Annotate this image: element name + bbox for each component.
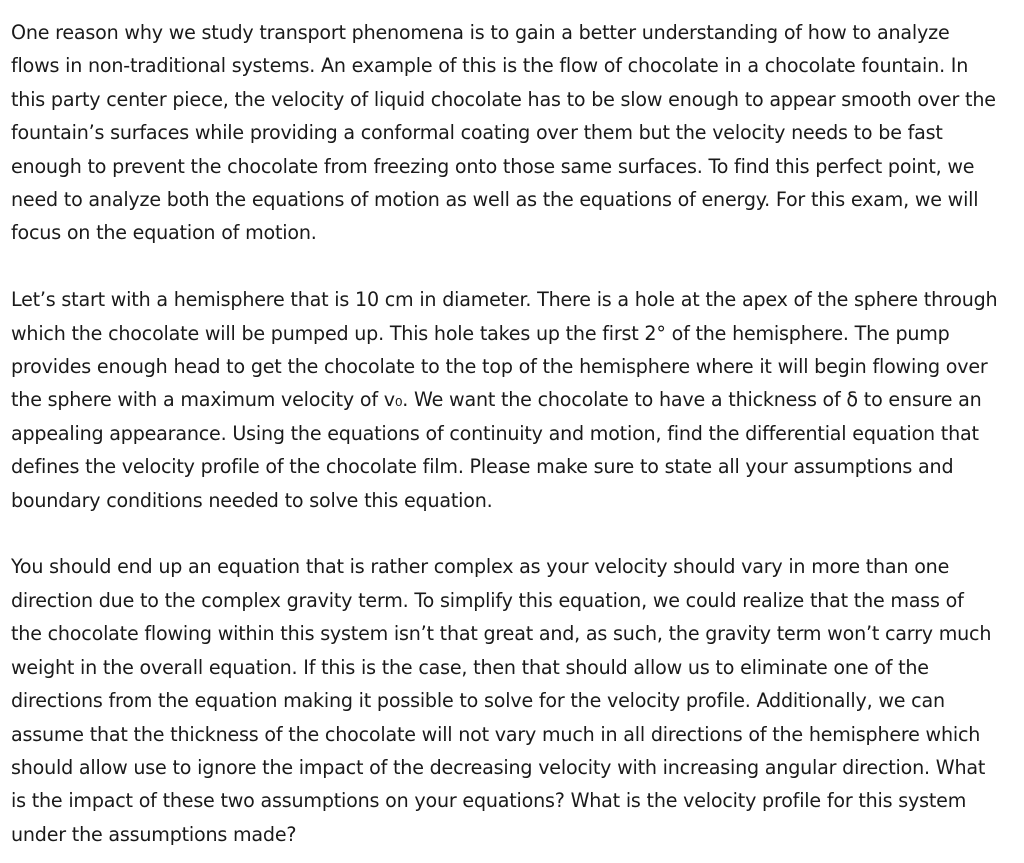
- text-line: focus on the equation of motion.: [11, 221, 317, 245]
- text-line: Let’s start with a hemisphere that is 10 cm in diameter. There is a hole at the apex of the sphere through: [11, 288, 998, 312]
- text-line: enough to prevent the chocolate from freezing onto those same surfaces. To find this perfect point, we: [11, 154, 975, 178]
- text-line: need to analyze both the equations of motion as well as the equations of energy. For this exam, we will: [11, 188, 979, 212]
- text-line: directions from the equation making it possible to solve for the velocity profile. Additionally, we can: [11, 689, 945, 713]
- text-line: provides enough head to get the chocolate to the top of the hemisphere where it will begin flowing over: [11, 355, 988, 379]
- text-line: defines the velocity profile of the chocolate film. Please make sure to state all your assumptions and: [11, 455, 954, 479]
- text-line: fountain’s surfaces while providing a conformal coating over them but the velocity needs to be fast: [11, 121, 943, 145]
- text-line: You should end up an equation that is rather complex as your velocity should vary in more than one: [11, 555, 950, 579]
- paragraph-problem-setup: [11, 283, 1020, 517]
- text-line: One reason why we study transport phenomena is to gain a better understanding of how to analyze: [11, 21, 950, 44]
- text-line: appealing appearance. Using the equations of continuity and motion, find the differential equation that: [11, 421, 979, 445]
- text-line: assume that the thickness of the chocolate will not vary much in all directions of the hemisphere which: [11, 722, 981, 746]
- paragraph-intro: [11, 16, 1020, 250]
- text-line: weight in the overall equation. If this is the case, then that should allow us to eliminate one of the: [11, 655, 929, 679]
- text-line: the sphere with a maximum velocity of v₀. We want the chocolate to have a thickness of δ to ensure an: [11, 388, 982, 412]
- paragraph-simplification: [11, 550, 1020, 851]
- text-line: boundary conditions needed to solve this equation.: [11, 488, 493, 512]
- text-line: is the impact of these two assumptions on your equations? What is the velocity profile for this system: [11, 789, 967, 813]
- text-line: should allow use to ignore the impact of the decreasing velocity with increasing angular direction. What: [11, 755, 986, 779]
- text-line: direction due to the complex gravity term. To simplify this equation, we could realize that the mass of: [11, 588, 964, 612]
- text-line: which the chocolate will be pumped up. This hole takes up the first 2° of the hemisphere. The pump: [11, 321, 950, 345]
- text-line: this party center piece, the velocity of liquid chocolate has to be slow enough to appear smooth over the: [11, 87, 996, 111]
- text-line: the chocolate flowing within this system isn’t that great and, as such, the gravity term won’t carry much: [11, 622, 992, 646]
- text-line: under the assumptions made?: [11, 822, 297, 846]
- text-line: flows in non-traditional systems. An example of this is the flow of chocolate in a chocolate fountain. In: [11, 54, 969, 78]
